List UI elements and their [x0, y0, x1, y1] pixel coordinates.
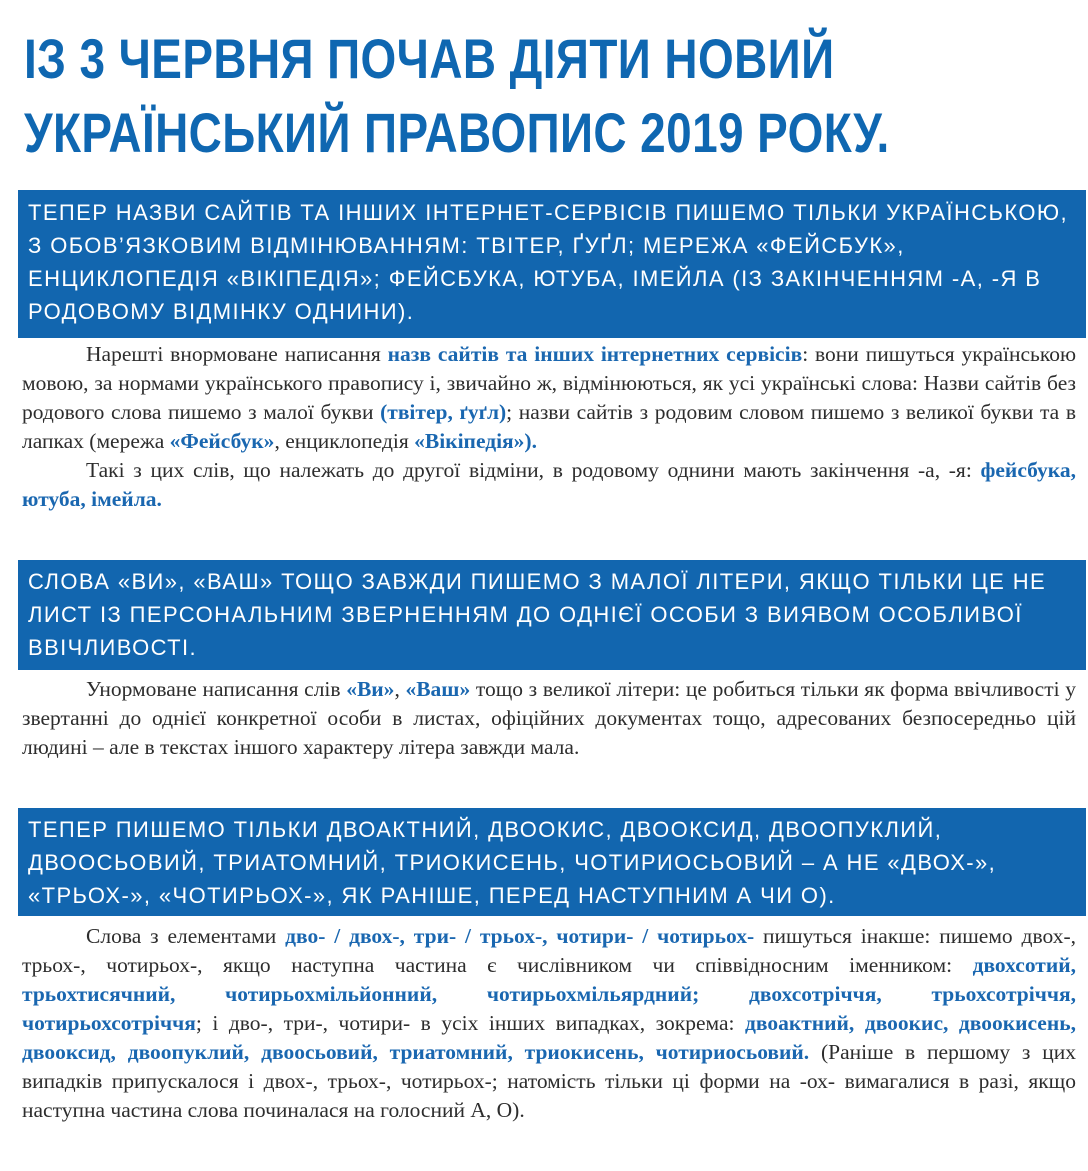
banner-line: ТЕПЕР ПИШЕМО ТІЛЬКИ ДВОАКТНИЙ, ДВООКИС, ДВООКСИД, ДВООПУКЛИЙ, [28, 817, 943, 842]
banner-line: З ОБОВ’ЯЗКОВИМ ВІДМІНЮВАННЯМ: ТВІТЕР, ҐУҐЛ; МЕРЕЖА «ФЕЙСБУК», [28, 233, 905, 258]
paragraph [22, 922, 1076, 1125]
highlight-text: дво- / двох-, три- / трьох-, чотири- / чотирьох- [285, 924, 755, 948]
text-run: ; назви сайтів з родовим словом пишемо з великої букви та в лапках (мережа [22, 400, 1076, 453]
banner-line: ЕНЦИКЛОПЕДІЯ «ВІКІПЕДІЯ»; ФЕЙСБУКА, ЮТУБА, ІМЕЙЛА (ІЗ ЗАКІНЧЕННЯМ -А, -Я В [28, 266, 1042, 291]
section-1-body [22, 340, 1076, 514]
section-3-banner [18, 808, 1086, 916]
section-3-body [22, 922, 1076, 1125]
highlight-text: фейсбука, ютуба, імейла. [22, 458, 1076, 511]
section-2-banner [18, 560, 1086, 670]
highlight-text: (твітер, ґуґл) [380, 400, 507, 424]
text-run: , енциклопедія [274, 429, 415, 453]
text-run: Слова з елементами [86, 924, 286, 948]
text-run: Унормоване написання слів [86, 677, 347, 701]
banner-line: РОДОВОМУ ВІДМІНКУ ОДНИНИ). [28, 299, 415, 324]
article-title [24, 22, 1065, 170]
highlight-text: двоактний, двоокис, двоокисень, двооксид, двоопуклий, двоосьовий, триатомний, триокисень, чотириосьовий. [22, 1011, 1076, 1064]
banner-line: СЛОВА «ВИ», «ВАШ» ТОЩО ЗАВЖДИ ПИШЕМО З МАЛОЇ ЛІТЕРИ, ЯКЩО ТІЛЬКИ ЦЕ НЕ [28, 569, 1047, 594]
title-line-2: УКРАЇНСЬКИЙ ПРАВОПИС 2019 РОКУ. [24, 101, 890, 164]
section-2-body [22, 675, 1076, 762]
banner-line: «ТРЬОХ-», «ЧОТИРЬОХ-», ЯК РАНІШЕ, ПЕРЕД НАСТУПНИМ А ЧИ О). [28, 883, 836, 908]
paragraph [22, 340, 1076, 456]
text-run: Такі з цих слів, що належать до другої відміни, в родовому однини мають закінчення -а, -я: [86, 458, 981, 482]
banner-line: ТЕПЕР НАЗВИ САЙТІВ ТА ІНШИХ ІНТЕРНЕТ-СЕРВІСІВ ПИШЕМО ТІЛЬКИ УКРАЇНСЬКОЮ, [28, 200, 1068, 225]
banner-line: ЛИСТ ІЗ ПЕРСОНАЛЬНИМ ЗВЕРНЕННЯМ ДО ОДНІЄЇ ОСОБИ З ВИЯВОМ ОСОБЛИВОЇ [28, 602, 1023, 627]
banner-line: ДВООСЬОВИЙ, ТРИАТОМНИЙ, ТРИОКИСЕНЬ, ЧОТИРИОСЬОВИЙ – А НЕ «ДВОХ-», [28, 850, 997, 875]
text-run: ; і дво-, три-, чотири- в усіх інших випадках, зокрема: [195, 1011, 745, 1035]
text-run: Нарешті внормоване написання [86, 342, 388, 366]
highlight-text: двохсотий, трьохтисячний, чотирьохмільйонний, чотирьохмільярдний; двохсотріччя, трьохсотріччя, чотирьохсотріччя [22, 953, 1076, 1035]
paragraph [22, 675, 1076, 762]
title-line-1: ІЗ 3 ЧЕРВНЯ ПОЧАВ ДІЯТИ НОВИЙ [24, 27, 835, 90]
text-run: тощо з великої літери: це робиться тільки як форма ввічливості у звертанні до однієї конкретної особи в листах, офіційних документах тощо, адресованих безпосередньо цій людині – але в текстах іншого характеру літера завжди мала. [22, 677, 1076, 759]
highlight-text: «Ваш» [405, 677, 471, 701]
paragraph [22, 456, 1076, 514]
text-run: : вони пишуться українською мовою, за нормами українського правопису і, звичайно ж, відмінюються, як усі українські слова: Назви сайтів без родового слова пишемо з малої букви [22, 342, 1077, 424]
highlight-text: «Вікіпедія»). [414, 429, 537, 453]
text-run: пишуться інакше: пишемо двох-, трьох-, чотирьох-, якщо наступна частина є числівником чи співвідносним іменником: [22, 924, 1076, 977]
text-run: , [394, 677, 406, 701]
section-1-banner [18, 190, 1086, 338]
highlight-text: «Фейсбук» [169, 429, 275, 453]
text-run: (Раніше в першому з цих випадків припускалося і двох-, трьох-, чотирьох-; натомість тільки ці форми на -ох- вимагалися в разі, якщо наступна частина слова починалася на голосний А, О). [22, 1040, 1076, 1122]
highlight-text: назв сайтів та інших інтернетних сервісів [387, 342, 803, 366]
highlight-text: «Ви» [346, 677, 395, 701]
banner-line: ВВІЧЛИВОСТІ. [28, 635, 198, 660]
